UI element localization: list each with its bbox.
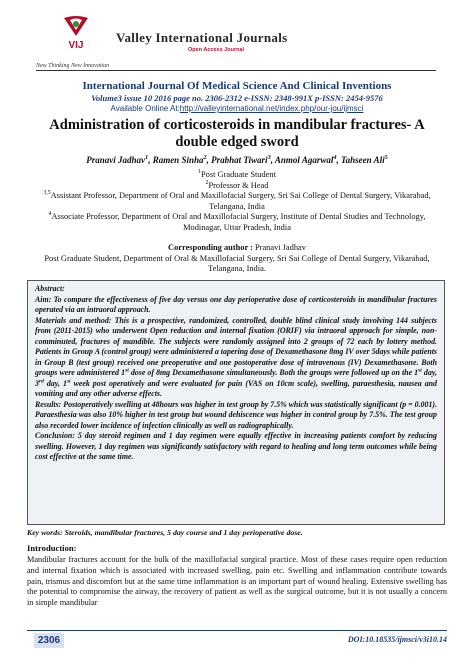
corresponding-label: Corresponding author : xyxy=(168,243,255,252)
abstract-methods: Materials and method: This is a prospective, randomized, controlled, double blind clinical study involving 144 subjects from (2011-2015) who underwent Open reduction and internal fixation (ORIF) via intraoral approach for simple, non-comminuted, fractures of mandible. The subjects were randomly assigned into 2 groups of 72 each by lottery method. Patients in Group A (control group) were administered a tapering dose of Dexamethasone 8mg IV over 5days while patients in Group B (test group) received one preoperative and one postoperative dose of intravenous (IV) Dexamethasone. Both groups were administered 1st dose of 8mg Dexamethasone simultaneously. Both the groups were followed up on the 1st day, 3rd day, 1st week post operatively and were evaluated for pain (VAS on 10cm scale), swelling, paraesthesia, nausea and vomiting and any other adverse effects. xyxy=(35,315,438,398)
journal-logo xyxy=(58,14,94,52)
affiliation-item: $^4$Associate Professor, Department of Oral and Maxillofacial Surgery, Institute of Dental Studies and Technology, Modinagar, Uttar Pradesh, India xyxy=(48,211,426,232)
journal-url-line xyxy=(0,104,474,113)
paper-title-line2: double edged sword xyxy=(175,134,299,150)
journal-header xyxy=(0,0,474,82)
affiliation-item: $^2$Professor & Head xyxy=(205,179,269,190)
url-label: Available Online At: xyxy=(110,104,180,113)
introduction-heading: Introduction: xyxy=(27,543,77,553)
doi-link[interactable]: DOI:10.18535/ijmsci/v3i10.14 xyxy=(347,635,447,644)
affiliation-item: $^{3,5}$Assistant Professor, Department of Oral and Maxillofacial Surgery, Sri Sai College of Dental Surgery, Vikarabad, Telangana, India xyxy=(43,190,431,211)
publisher-name: Valley International Journals xyxy=(116,30,288,45)
author-name: Prabhat Tiwari xyxy=(211,155,268,165)
abstract-aim: Aim: To compare the effectiveness of five day versus one day perioperative dose of corticosteroids in mandibular fractures operated via an intraoral approach. xyxy=(35,294,437,314)
page-number: 2306 xyxy=(34,633,64,648)
publisher-tagline: New Thinking New Innovation xyxy=(36,63,110,69)
author-sup: 4 xyxy=(333,154,337,161)
journal-url-link[interactable]: http://valleyinternational.net/index.php/our-jou/ijmsci xyxy=(179,104,364,113)
author-name: Tahseen Ali xyxy=(340,155,385,165)
author-sup: 5 xyxy=(384,154,388,161)
abstract-results: Results: Postoperatively swelling at 48hours was higher in test group by 7.5% which was statistically significant (p = 0.001). Paraesthesia was also 10% higher in test group but wound dehiscence was higher in control group by 7.5%. The test group also recorded lower incidence of infection clinically as well as radiographically. xyxy=(35,399,437,430)
abstract-conclusion: Conclusion: 5 day steroid regimen and 1 day regimen were equally effective in increasing patients comfort by reducing swelling. However, 1 day regimen was significantly satisfactory with regard to healing and long term outcomes while being cost effective at the same time. xyxy=(35,431,437,461)
author-sup: 1 xyxy=(145,154,149,161)
author-sup: 3 xyxy=(267,154,271,161)
author-sup: 2 xyxy=(203,154,207,161)
affiliation-item: $^1$Post Graduate Student xyxy=(198,169,276,179)
paper-title xyxy=(30,117,444,151)
paper-title-line1: Administration of corticosteroids in mandibular fractures- A xyxy=(49,117,425,133)
author-list: Pranavi Jadhav$^1$, Ramen Sinha$^2$, Prabhat Tiwari$^3$, Anmol Agarwal$^4$, Tahseen Ali$^5$ xyxy=(86,154,388,165)
corresponding-name: Pranavi Jadhav xyxy=(255,243,306,252)
journal-title: International Journal Of Medical Science And Clinical Inventions xyxy=(82,80,392,92)
keywords: Key words: Steroids, mandibular fractures, 5 day course and 1 day perioperative dose. xyxy=(27,528,303,537)
logo-text: VIJ xyxy=(68,40,84,51)
author-name: Ramen Sinha xyxy=(152,155,204,165)
page-footer xyxy=(27,630,447,649)
header-rule xyxy=(36,70,436,71)
open-access-label: Open Access Journal xyxy=(188,47,245,53)
author-name: Pranavi Jadhav xyxy=(86,155,146,165)
corresponding-author xyxy=(30,243,444,275)
introduction-text: Mandibular fractures account for the bulk of the maxillofacial surgical practice. Most of these cases require open reduction and internal fixation which is associated with increased swelling, pain etc. Swelling and inflammation contribute towards pain, trismus and discomfort but at the same time inflammation is an important part of wound healing. Extensive swelling has the potential to compromise the airway, the recovery of patient as well as the surgical outcome, but it is not usually a concern in simple mandibular xyxy=(27,555,447,608)
journal-volume: Volume3 issue 10 2016 page no. 2306-2312 e-ISSN: 2348-991X p-ISSN: 2454-9576 xyxy=(91,93,383,103)
affiliations xyxy=(30,170,444,234)
corresponding-address: Post Graduate Student, Department of Oral & Maxillofacial Surgery, Sri Sai College of Dental Surgery, Vikarabad, Telangana, India. xyxy=(44,253,430,274)
author-name: Anmol Agarwal xyxy=(274,155,334,165)
abstract-box xyxy=(27,280,445,525)
abstract-heading: Abstract: xyxy=(35,284,65,293)
